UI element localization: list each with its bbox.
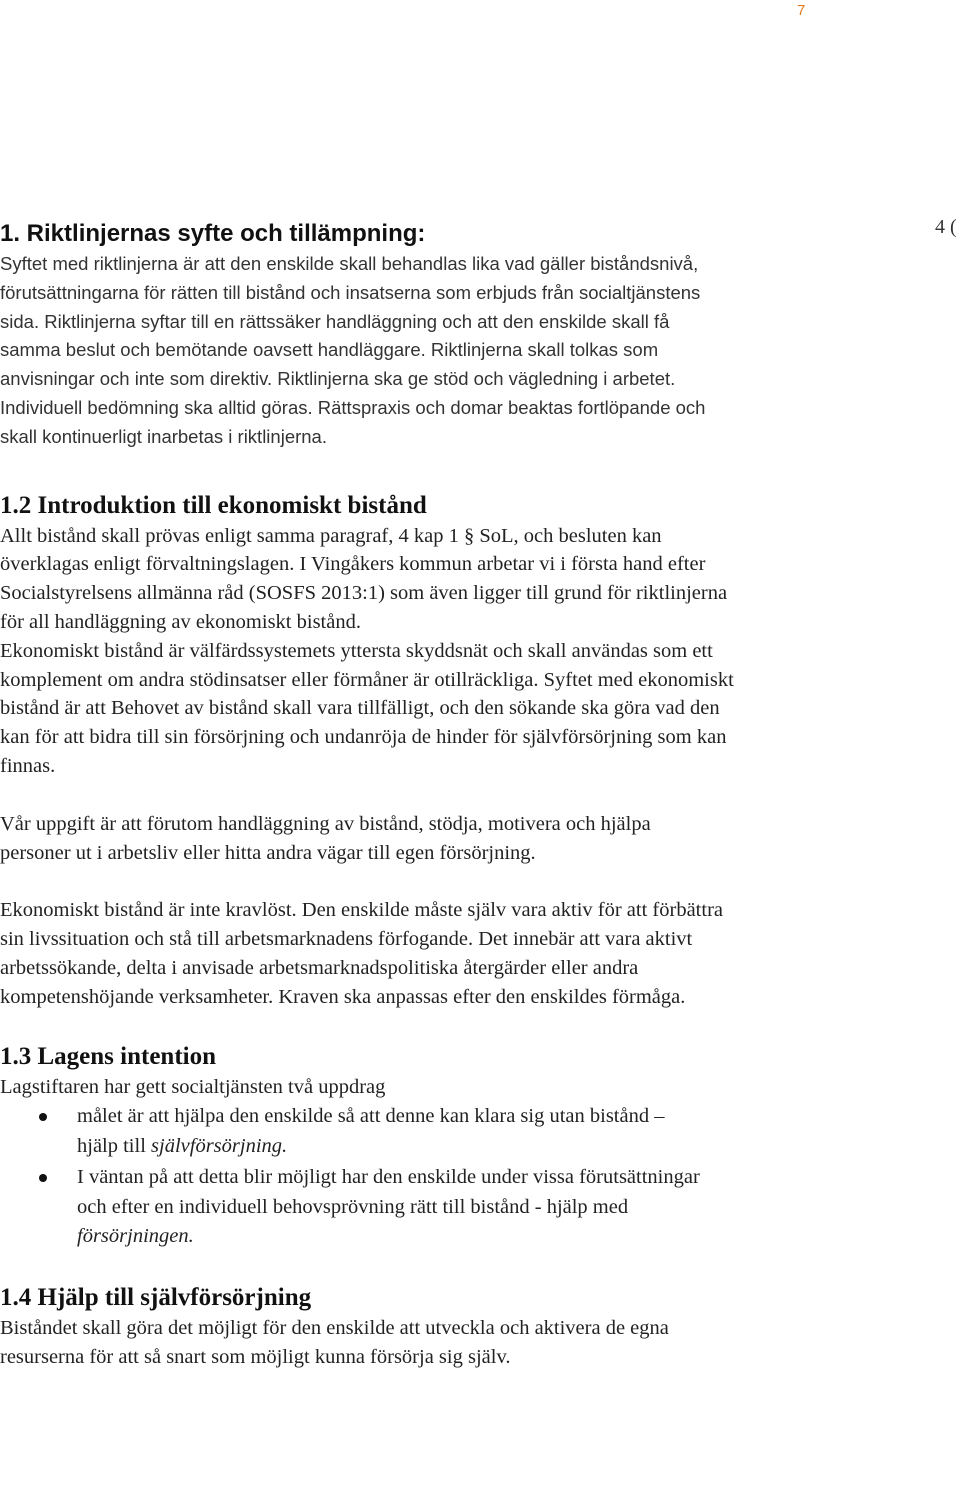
page-number: 7 [797,2,806,19]
section-law-intention [0,1041,930,1252]
section-self-sufficiency [0,1282,930,1372]
section-introduction-heading: 1.2 Introduktion till ekonomiskt bistånd [0,491,427,519]
side-mark: 4 ( [935,216,957,238]
list-item-text: I väntan på att detta blir möjligt har den enskilde under vissa förutsättningar och efter en individuell behovsprövning rätt till bistånd - hjälp med [77,1166,700,1218]
intention-list [0,1102,930,1252]
list-item [0,1102,697,1161]
section-introduction-para2: Ekonomiskt bistånd är välfärdssystemets yttersta skyddsnät och skall användas som ett komplement om andra stödinsatser eller förmåner är otillräckliga. Syftet med ekonomiskt bistånd är att Behovet av bistånd skall vara tillfälligt, och den sökande ska göra vad den kan för att bidra till sin försörjning och undanröja de hinder för självförsörjning som kan finnas. [0,639,734,777]
section-introduction-para3: Vår uppgift är att förutom handläggning av bistånd, stödja, motivera och hjälpa personer ut i arbetsliv eller hitta andra vägar till egen försörjning. [0,812,651,864]
section-introduction-para1: Allt bistånd skall prövas enligt samma paragraf, 4 kap 1 § SoL, och besluten kan överklagas enligt förvaltningslagen. I Vingåkers kommun arbetar vi i första hand efter Socialstyrelsens allmänna råd (SOSFS 2013:1) som även ligger till grund för riktlinjerna för all handläggning av ekonomiskt bistånd. [0,524,728,633]
section-law-intention-heading: 1.3 Lagens intention [0,1042,217,1070]
section-law-intention-intro: Lagstiftaren har gett socialtjänsten två uppdrag [0,1075,386,1098]
list-item [0,1163,707,1252]
section-introduction [0,490,930,1012]
section-purpose-heading: 1. Riktlinjernas syfte och tillämpning: [0,220,426,247]
list-item-emphasis: självförsörjning. [151,1134,288,1157]
section-self-sufficiency-heading: 1.4 Hjälp till självförsörjning [0,1283,312,1311]
section-introduction-para4: Ekonomiskt bistånd är inte kravlöst. Den enskilde måste själv vara aktiv för att förbättra sin livssituation och stå till arbetsmarknadens förfogande. Det innebär att vara aktivt arbetssökande, delta i anvisade arbetsmarknadspolitiska återgärder eller andra kompetenshöjande verksamheter. Kraven ska anpassas efter den enskildes förmåga. [0,899,723,1008]
bullet-icon [39,1174,47,1182]
list-item-emphasis: försörjningen. [77,1225,194,1248]
document-body [0,218,930,1371]
section-self-sufficiency-body: Biståndet skall göra det möjligt för den enskilde att utveckla och aktivera de egna resurserna för att så snart som möjligt kunna försörja sig själv. [0,1316,669,1368]
bullet-icon [39,1113,47,1121]
section-purpose [0,218,930,452]
list-item-text: målet är att hjälpa den enskilde så att denne kan klara sig utan bistånd – hjälp till [77,1105,665,1157]
section-purpose-body: Syftet med riktlinjerna är att den enskilde skall behandlas lika vad gäller biståndsnivå, förutsättningarna för rätten till bistånd och insatserna som erbjuds från socialtjänstens sida. Riktlinjerna syftar till en rättssäker handläggning och att den enskilde skall få samma beslut och bemötande oavsett handläggare. Riktlinjerna skall tolkas som anvisningar och inte som direktiv. Riktlinjerna ska ge stöd och vägledning i arbetet. Individuell bedömning ska alltid göras. Rättspraxis och domar beaktas fortlöpande och skall kontinuerligt inarbetas i riktlinjerna. [0,253,706,447]
